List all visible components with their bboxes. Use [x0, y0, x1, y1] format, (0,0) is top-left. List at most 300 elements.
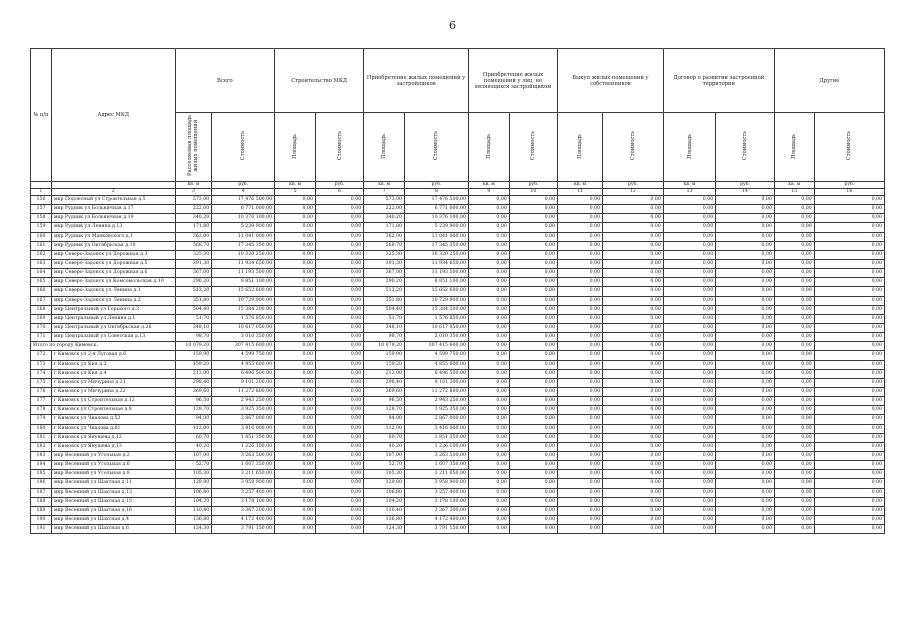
table-row — [31, 269, 885, 278]
row-cost-value: 0,00 — [814, 442, 884, 451]
column-index-cell: 16 — [814, 189, 884, 196]
row-area-value: 105,30 — [175, 470, 212, 479]
row-area-value: 222,00 — [364, 205, 405, 214]
row-area-value: 298,40 — [364, 378, 405, 387]
row-address: г Кимовск ул Чкалова д.61 — [51, 424, 175, 433]
row-number: 186 — [31, 479, 52, 488]
row-cost-value: 0,00 — [509, 214, 557, 223]
resettlement-table — [30, 48, 885, 534]
row-address: мкр Весенний ул Угольная д.2 — [51, 451, 175, 460]
row-address: г Кимовск ул Строительная д.8 — [51, 406, 175, 415]
row-cost-value: 3 367 200,00 — [212, 506, 275, 515]
row-cost-value: 0,00 — [716, 342, 775, 351]
row-area-value: 107,00 — [175, 451, 212, 460]
row-number: 182 — [31, 442, 52, 451]
row-area-value: 0,00 — [468, 451, 509, 460]
row-area-value: 112,00 — [364, 424, 405, 433]
header-area-label: Площадь — [292, 133, 299, 159]
row-area-value: 0,00 — [663, 378, 715, 387]
header-sub-cell — [468, 113, 509, 182]
row-area-value: 98,70 — [364, 333, 405, 342]
row-area-value: 0,00 — [663, 196, 715, 205]
row-number: 185 — [31, 470, 52, 479]
row-area-value: 0,00 — [663, 323, 715, 332]
row-area-value: 0,00 — [468, 278, 509, 287]
row-area-value: 0,00 — [275, 250, 316, 259]
row-area-value: 0,00 — [468, 406, 509, 415]
row-number: 172 — [31, 351, 52, 360]
row-area-value: 0,00 — [468, 369, 509, 378]
table-row — [31, 314, 885, 323]
row-area-value: 159,90 — [175, 351, 212, 360]
row-area-value: 0,00 — [663, 205, 715, 214]
row-area-value: 0,00 — [275, 287, 316, 296]
table-row — [31, 470, 885, 479]
row-address: мкр Центральный ул Октябрьская д.26 — [51, 323, 175, 332]
row-cost-value: 0,00 — [814, 470, 884, 479]
row-area-value: 0,00 — [275, 387, 316, 396]
row-area-value: 0,00 — [468, 323, 509, 332]
row-area-value: 96,50 — [364, 397, 405, 406]
row-cost-value: 3 010 350,00 — [405, 333, 469, 342]
row-area-value: 0,00 — [558, 205, 603, 214]
row-cost-value: 0,00 — [315, 205, 363, 214]
row-area-value: 52,70 — [175, 461, 212, 470]
row-cost-value: 1 576 850,00 — [212, 314, 275, 323]
column-index-cell: 15 — [774, 189, 814, 196]
row-area-value: 0,00 — [275, 461, 316, 470]
unit-cell: кв. м — [275, 182, 316, 189]
row-cost-value: 0,00 — [716, 369, 775, 378]
row-area-value: 0,00 — [275, 232, 316, 241]
header-sub-cell — [774, 113, 814, 182]
row-area-value: 504,40 — [364, 305, 405, 314]
row-area-value: 0,00 — [558, 278, 603, 287]
row-area-value: 0,00 — [558, 369, 603, 378]
row-area-value: 40,20 — [175, 442, 212, 451]
row-cost-value: 0,00 — [814, 269, 884, 278]
row-cost-value: 3 178 100,00 — [212, 497, 275, 506]
row-area-value: 0,00 — [468, 525, 509, 534]
row-cost-value: 0,00 — [603, 342, 664, 351]
row-cost-value: 10 729 900,00 — [212, 296, 275, 305]
row-cost-value: 0,00 — [716, 479, 775, 488]
row-number: 189 — [31, 506, 52, 515]
row-area-value: 0,00 — [558, 470, 603, 479]
row-cost-value: 9 101 200,00 — [212, 378, 275, 387]
row-cost-value: 15 652 600,00 — [212, 287, 275, 296]
row-cost-value: 0,00 — [814, 232, 884, 241]
table-row — [31, 333, 885, 342]
row-cost-value: 0,00 — [509, 232, 557, 241]
row-area-value: 369,60 — [175, 387, 212, 396]
row-area-value: 0,00 — [468, 223, 509, 232]
row-area-value: 60,70 — [175, 433, 212, 442]
row-area-value: 0,00 — [774, 461, 814, 470]
row-area-value: 0,00 — [663, 241, 715, 250]
row-cost-value: 0,00 — [509, 461, 557, 470]
row-area-value: 0,00 — [558, 351, 603, 360]
header-sub-cell — [814, 113, 884, 182]
row-area-value: 0,00 — [275, 406, 316, 415]
row-area-value: 325,30 — [175, 250, 212, 259]
row-cost-value: 0,00 — [603, 387, 664, 396]
row-cost-value: 0,00 — [509, 305, 557, 314]
row-area-value: 573,00 — [175, 196, 212, 205]
table-row — [31, 360, 885, 369]
row-area-value: 0,00 — [558, 360, 603, 369]
row-cost-value: 0,00 — [603, 223, 664, 232]
row-cost-value: 0,00 — [716, 351, 775, 360]
row-cost-value: 0,00 — [814, 378, 884, 387]
row-area-value: 107,00 — [364, 451, 405, 460]
row-area-value: 0,00 — [663, 259, 715, 268]
header-cost-label: Стоимость — [336, 131, 343, 161]
row-cost-value: 0,00 — [315, 397, 363, 406]
row-cost-value: 0,00 — [315, 351, 363, 360]
row-cost-value: 0,00 — [716, 305, 775, 314]
resettlement-table-sheet — [30, 48, 885, 534]
row-cost-value: 11 041 000,00 — [212, 232, 275, 241]
row-cost-value: 0,00 — [509, 323, 557, 332]
header-build: Строительство МКД — [275, 49, 364, 113]
row-area-value: 0,00 — [558, 196, 603, 205]
header-area-label: Площадь — [791, 133, 798, 159]
row-cost-value: 0,00 — [603, 259, 664, 268]
row-cost-value: 0,00 — [603, 314, 664, 323]
row-area-value: 568,70 — [175, 241, 212, 250]
header-num: № п/п — [31, 49, 52, 182]
row-area-value: 0,00 — [275, 497, 316, 506]
row-cost-value: 1 576 850,00 — [405, 314, 469, 323]
row-cost-value: 0,00 — [716, 451, 775, 460]
row-cost-value: 0,00 — [814, 515, 884, 524]
row-area-value: 0,00 — [663, 278, 715, 287]
row-area-value: 0,00 — [468, 515, 509, 524]
column-index-cell: 14 — [716, 189, 775, 196]
row-cost-value: 0,00 — [603, 497, 664, 506]
row-area-value: 0,00 — [558, 525, 603, 534]
row-area-value: 0,00 — [774, 287, 814, 296]
unit-cell: кв. м — [364, 182, 405, 189]
row-area-value: 0,00 — [774, 214, 814, 223]
row-area-value: 0,00 — [275, 333, 316, 342]
table-row — [31, 415, 885, 424]
row-cost-value: 0,00 — [603, 296, 664, 305]
row-area-value: 0,00 — [468, 442, 509, 451]
table-row — [31, 305, 885, 314]
row-cost-value: 0,00 — [315, 305, 363, 314]
row-cost-value: 0,00 — [315, 250, 363, 259]
row-area-value: 0,00 — [774, 497, 814, 506]
header-area-label: Площадь — [485, 133, 492, 159]
row-address: г Кимовск ул 2-я Луговая д.6 — [51, 351, 175, 360]
row-cost-value: 3 791 150,00 — [212, 525, 275, 534]
row-address: мкр Центральный ул Советская д.13 — [51, 333, 175, 342]
row-area-value: 0,00 — [558, 223, 603, 232]
row-cost-value: 0,00 — [603, 232, 664, 241]
column-index-cell: 8 — [405, 189, 469, 196]
row-area-value: 0,00 — [774, 424, 814, 433]
header-units-row — [31, 182, 885, 189]
row-area-value: 0,00 — [774, 488, 814, 497]
unit-cell: руб. — [603, 182, 664, 189]
row-area-value: 0,00 — [558, 269, 603, 278]
row-number: 173 — [31, 360, 52, 369]
row-cost-value: 17 345 350,00 — [405, 241, 469, 250]
row-cost-value: 0,00 — [315, 470, 363, 479]
row-area-value: 0,00 — [558, 488, 603, 497]
row-area-value: 0,00 — [558, 415, 603, 424]
row-area-value: 0,00 — [468, 497, 509, 506]
row-area-value: 0,00 — [275, 525, 316, 534]
row-area-value: 0,00 — [774, 232, 814, 241]
row-cost-value: 1 851 350,00 — [405, 433, 469, 442]
header-sub-cell — [315, 113, 363, 182]
row-cost-value: 3 211 650,00 — [405, 470, 469, 479]
row-cost-value: 11 041 000,00 — [405, 232, 469, 241]
row-cost-value: 0,00 — [716, 442, 775, 451]
row-area-value: 504,40 — [175, 305, 212, 314]
row-area-value: 0,00 — [774, 387, 814, 396]
header-sub-cell — [663, 113, 715, 182]
row-area-value: 0,00 — [558, 433, 603, 442]
row-area-value: 0,00 — [663, 442, 715, 451]
row-address: г Кимовск ул Кия д.2 — [51, 360, 175, 369]
row-area-value: 0,00 — [558, 378, 603, 387]
row-area-value: 112,00 — [175, 424, 212, 433]
row-cost-value: 0,00 — [603, 369, 664, 378]
row-area-value: 110,40 — [364, 506, 405, 515]
row-cost-value: 0,00 — [315, 342, 363, 351]
row-cost-value: 4 599 750,00 — [212, 351, 275, 360]
unit-cell: руб. — [814, 182, 884, 189]
row-area-value: 573,00 — [364, 196, 405, 205]
row-address: мкр Весенний ул Угольная д.8 — [51, 470, 175, 479]
row-address: г Кимовск ул Чкалова д.53 — [51, 415, 175, 424]
table-row — [31, 250, 885, 259]
row-area-value: 0,00 — [774, 223, 814, 232]
row-area-value: 159,90 — [364, 351, 405, 360]
row-cost-value: 4 599 750,00 — [405, 351, 469, 360]
row-cost-value: 1 226 100,00 — [405, 442, 469, 451]
column-index-cell: 2 — [51, 189, 175, 196]
row-cost-value: 3 925 350,00 — [212, 406, 275, 415]
table-row — [31, 442, 885, 451]
row-cost-value: 15 384 200,00 — [405, 305, 469, 314]
unit-cell — [51, 182, 175, 189]
row-area-value: 0,00 — [663, 433, 715, 442]
table-row — [31, 369, 885, 378]
row-cost-value: 0,00 — [509, 525, 557, 534]
table-row — [31, 196, 885, 205]
row-cost-value: 11 934 650,00 — [212, 259, 275, 268]
row-cost-value: 0,00 — [814, 333, 884, 342]
row-area-value: 0,00 — [774, 525, 814, 534]
header-cost-label: Стоимость — [240, 131, 247, 161]
row-cost-value: 0,00 — [603, 278, 664, 287]
table-row — [31, 387, 885, 396]
row-area-value: 0,00 — [275, 296, 316, 305]
table-header — [31, 49, 885, 196]
row-area-value: 0,00 — [663, 223, 715, 232]
row-area-value: 0,00 — [663, 269, 715, 278]
row-number: 170 — [31, 323, 52, 332]
row-cost-value: 0,00 — [716, 461, 775, 470]
row-cost-value: 0,00 — [814, 278, 884, 287]
row-area-value: 568,70 — [364, 241, 405, 250]
table-row — [31, 461, 885, 470]
row-cost-value: 10 376 100,00 — [212, 214, 275, 223]
column-index-cell: 5 — [275, 189, 316, 196]
table-row-subtotal — [31, 342, 885, 351]
row-area-value: 290,20 — [364, 278, 405, 287]
row-cost-value: 3 791 150,00 — [405, 525, 469, 534]
row-area-value: 0,00 — [663, 314, 715, 323]
column-index-cell: 7 — [364, 189, 405, 196]
row-cost-value: 17 345 350,00 — [212, 241, 275, 250]
row-cost-value: 0,00 — [603, 451, 664, 460]
table-row — [31, 232, 885, 241]
column-index-cell: 12 — [603, 189, 664, 196]
row-address: мкр Северо-Задонск ул Ленина д.1 — [51, 287, 175, 296]
row-cost-value: 0,00 — [814, 259, 884, 268]
row-area-value: 0,00 — [468, 387, 509, 396]
row-cost-value: 0,00 — [509, 424, 557, 433]
row-area-value: 0,00 — [558, 250, 603, 259]
row-cost-value: 0,00 — [509, 314, 557, 323]
row-cost-value: 0,00 — [509, 397, 557, 406]
row-area-value: 0,00 — [774, 259, 814, 268]
row-cost-value: 0,00 — [716, 241, 775, 250]
row-cost-value: 3 958 900,00 — [405, 479, 469, 488]
row-cost-value: 0,00 — [315, 232, 363, 241]
row-area-value: 171,80 — [364, 223, 405, 232]
row-area-value: 222,00 — [175, 205, 212, 214]
table-row — [31, 378, 885, 387]
row-cost-value: 0,00 — [509, 250, 557, 259]
row-cost-value: 0,00 — [814, 241, 884, 250]
row-area-value: 0,00 — [468, 241, 509, 250]
header-area-label: Площадь — [686, 133, 693, 159]
row-area-value: 0,00 — [663, 497, 715, 506]
row-area-value: 0,00 — [468, 342, 509, 351]
row-cost-value: 3 211 650,00 — [212, 470, 275, 479]
row-cost-value: 0,00 — [509, 433, 557, 442]
row-cost-value: 3 257 400,00 — [212, 488, 275, 497]
row-cost-value: 0,00 — [603, 378, 664, 387]
row-address: мкр Подлесный ул Строительная д.5 — [51, 196, 175, 205]
header-sub-cell — [603, 113, 664, 182]
row-number: 179 — [31, 415, 52, 424]
row-area-value: 0,00 — [558, 442, 603, 451]
unit-cell: кв. м — [558, 182, 603, 189]
row-area-value: 10 079,20 — [175, 342, 212, 351]
row-cost-value: 0,00 — [603, 351, 664, 360]
row-cost-value: 0,00 — [603, 506, 664, 515]
row-number: 177 — [31, 397, 52, 406]
row-area-value: 0,00 — [275, 433, 316, 442]
row-cost-value: 1 851 350,00 — [212, 433, 275, 442]
row-cost-value: 10 729 900,00 — [405, 296, 469, 305]
column-index-cell: 3 — [175, 189, 212, 196]
row-cost-value: 0,00 — [509, 387, 557, 396]
row-cost-value: 0,00 — [603, 323, 664, 332]
row-address: мкр Рудник ул Больничная д.19 — [51, 214, 175, 223]
row-cost-value: 0,00 — [814, 323, 884, 332]
row-area-value: 0,00 — [774, 305, 814, 314]
row-area-value: 128,70 — [175, 406, 212, 415]
row-cost-value: 0,00 — [509, 205, 557, 214]
row-address: г Кимовск ул Якушева д.13 — [51, 442, 175, 451]
row-area-value: 0,00 — [774, 506, 814, 515]
row-cost-value: 0,00 — [716, 415, 775, 424]
header-contract: Договор о развитии застроенной территории — [663, 49, 774, 113]
row-area-value: 0,00 — [663, 415, 715, 424]
row-address: мкр Северо-Задонск ул Дорожная д.3 — [51, 250, 175, 259]
table-row — [31, 296, 885, 305]
unit-cell: руб. — [405, 182, 469, 189]
row-cost-value: 0,00 — [716, 314, 775, 323]
row-cost-value: 11 272 800,00 — [405, 387, 469, 396]
row-number: 171 — [31, 333, 52, 342]
row-area-value: 51,70 — [175, 314, 212, 323]
row-area-value: 0,00 — [275, 241, 316, 250]
row-address: мкр Рудник ул Маяковского д.1 — [51, 232, 175, 241]
row-cost-value: 0,00 — [716, 323, 775, 332]
row-cost-value: 0,00 — [315, 424, 363, 433]
row-area-value: 213,00 — [175, 369, 212, 378]
row-area-value: 0,00 — [774, 342, 814, 351]
row-area-value: 0,00 — [468, 397, 509, 406]
column-index-cell: 10 — [509, 189, 557, 196]
row-number: 165 — [31, 278, 52, 287]
header-sub-cell — [716, 113, 775, 182]
unit-cell: руб. — [315, 182, 363, 189]
row-area-value: 0,00 — [774, 333, 814, 342]
row-area-value: 0,00 — [663, 342, 715, 351]
row-area-value: 0,00 — [468, 333, 509, 342]
row-cost-value: 0,00 — [716, 223, 775, 232]
row-area-value: 351,80 — [175, 296, 212, 305]
row-area-value: 0,00 — [275, 369, 316, 378]
row-area-value: 391,30 — [364, 259, 405, 268]
row-address: мкр Центральный ул Горького д.3 — [51, 305, 175, 314]
row-cost-value: 0,00 — [603, 525, 664, 534]
row-area-value: 0,00 — [774, 442, 814, 451]
row-cost-value: 0,00 — [509, 442, 557, 451]
row-number: 160 — [31, 232, 52, 241]
row-cost-value: 0,00 — [814, 214, 884, 223]
row-cost-value: 0,00 — [716, 250, 775, 259]
row-cost-value: 0,00 — [716, 488, 775, 497]
row-address: мкр Весенний ул Шахтная д.6 — [51, 525, 175, 534]
row-cost-value: 0,00 — [814, 205, 884, 214]
row-area-value: 51,70 — [364, 314, 405, 323]
row-area-value: 351,80 — [364, 296, 405, 305]
column-index-cell: 11 — [558, 189, 603, 196]
row-area-value: 10 079,20 — [364, 342, 405, 351]
row-cost-value: 4 172 400,00 — [405, 515, 469, 524]
row-cost-value: 0,00 — [603, 488, 664, 497]
row-area-value: 0,00 — [468, 351, 509, 360]
row-cost-value: 0,00 — [814, 296, 884, 305]
row-cost-value: 0,00 — [509, 378, 557, 387]
row-cost-value: 0,00 — [603, 287, 664, 296]
row-cost-value: 6 771 000,00 — [405, 205, 469, 214]
row-area-value: 0,00 — [663, 305, 715, 314]
header-sub-cell — [212, 113, 275, 182]
